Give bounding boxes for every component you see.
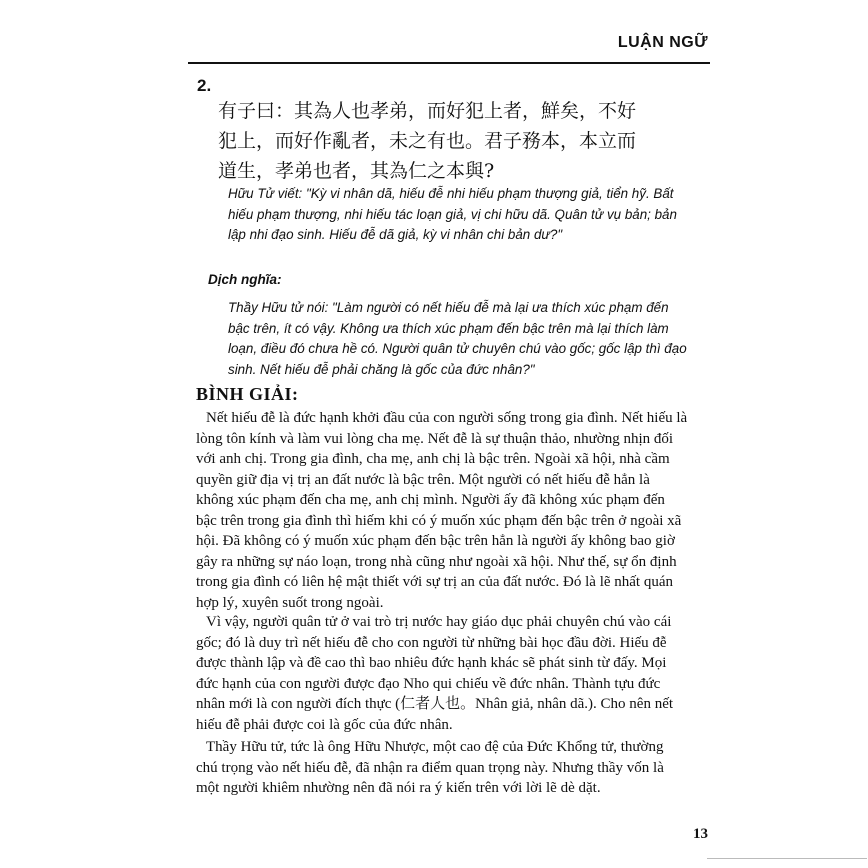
section-number: 2. bbox=[197, 76, 212, 95]
chinese-line: 有子曰：其為人也孝弟，而好犯上者，鮮矣，不好 bbox=[218, 100, 637, 122]
paragraph-text: Nết hiếu đễ là đức hạnh khởi đầu của con người sống trong gia đình. Nết hiếu là lòng tôn kính và làm vui lòng cha mẹ. Nết đễ là sự thuận thảo, nhường nhịn đối với anh chị. Trong gia đình, cha mẹ, anh chị là bậc trên. Ngoài xã hội, nhà cầm quyền giữ địa vị trị an đất nước là bậc trên. Một người có nết hiếu đễ hẳn là không xúc phạm đến cha mẹ, anh chị mình. Người ấy đã không xúc phạm đến bậc trên trong gia đình thì hiếm khi có ý muốn xúc phạm đến bậc trên ở ngoài xã hội. Đã không có ý muốn xúc phạm đến bậc trên hẳn là người ấy không bao giờ gây ra những sự náo loạn, trong nhà cũng như ngoài xã hội. Như thế, sự ổn định trong gia đình có liên hệ mật thiết với sự trị an của đất nước. Đó là lẽ nhất quán hợp lý, xuyên suốt trong ngoài. bbox=[196, 410, 688, 611]
commentary-heading: BÌNH GIẢI: bbox=[196, 384, 299, 404]
header-rule bbox=[188, 62, 710, 64]
chinese-line: 犯上，而好作亂者，未之有也。君子務本，本立而 bbox=[218, 130, 637, 152]
paragraph-text: Vì vậy, người quân tử ở vai trò trị nước hay giáo dục phải chuyên chú vào cái gốc; đó là duy trì nết hiếu đễ cho con người từ những bài học đầu đời. Hiếu đễ được thành lập và đề cao thì bao nhiêu đức hạnh khác sẽ phát sinh từ đấy. Mọi đức hạnh của con người được đạo Nho qui chiếu về đức nhân. Thành tựu đức nhân mới là con người đích thực (仁者人也。Nhân giả, nhân dã.). Cho nên nết hiếu đễ phải được coi là gốc của đức nhân. bbox=[196, 614, 674, 733]
chinese-line: 道生，孝弟也者，其為仁之本與? bbox=[218, 160, 495, 182]
sino-vietnamese-reading: Hữu Tử viết: "Kỳ vi nhân dã, hiếu đễ nhi hiếu phạm thượng giả, tiển hỹ. Bất hiếu phạm thượng, nhi hiếu tác loạn giả, vị chi hữu dã. Quân tử vụ bản; bản lập nhi đạo sinh. Hiếu đễ dã giả, kỳ vi nhân chi bản dư?" bbox=[228, 186, 677, 242]
commentary-paragraph-1 bbox=[196, 408, 688, 613]
paragraph-text: Thầy Hữu tử, tức là ông Hữu Nhược, một cao đệ của Đức Khổng tử, thường chú trọng vào nết hiếu đễ, đã nhận ra điểm quan trọng này. Nhưng thầy vốn là một người khiêm nhường nên đã nói ra ý kiến trên với lời lẽ dè dặt. bbox=[196, 739, 664, 796]
footer-rule bbox=[707, 858, 867, 859]
translation-label: Dịch nghĩa: bbox=[208, 272, 282, 287]
running-header-title: LUẬN NGỮ bbox=[617, 34, 708, 51]
translation-text: Thầy Hữu tử nói: "Làm người có nết hiếu đễ mà lại ưa thích xúc phạm đến bậc trên, ít có vậy. Không ưa thích xúc phạm đến bậc trên mà lại thích làm loạn, điều đó chưa hề có. Người quân tử chuyên chú vào gốc; gốc lập thì đạo sinh. Nết hiếu đễ phải chăng là gốc của đức nhân?" bbox=[228, 300, 687, 377]
commentary-paragraph-2 bbox=[196, 612, 688, 735]
commentary-paragraph-3 bbox=[196, 737, 688, 799]
chinese-original-text bbox=[218, 96, 698, 186]
page-number: 13 bbox=[693, 826, 708, 842]
